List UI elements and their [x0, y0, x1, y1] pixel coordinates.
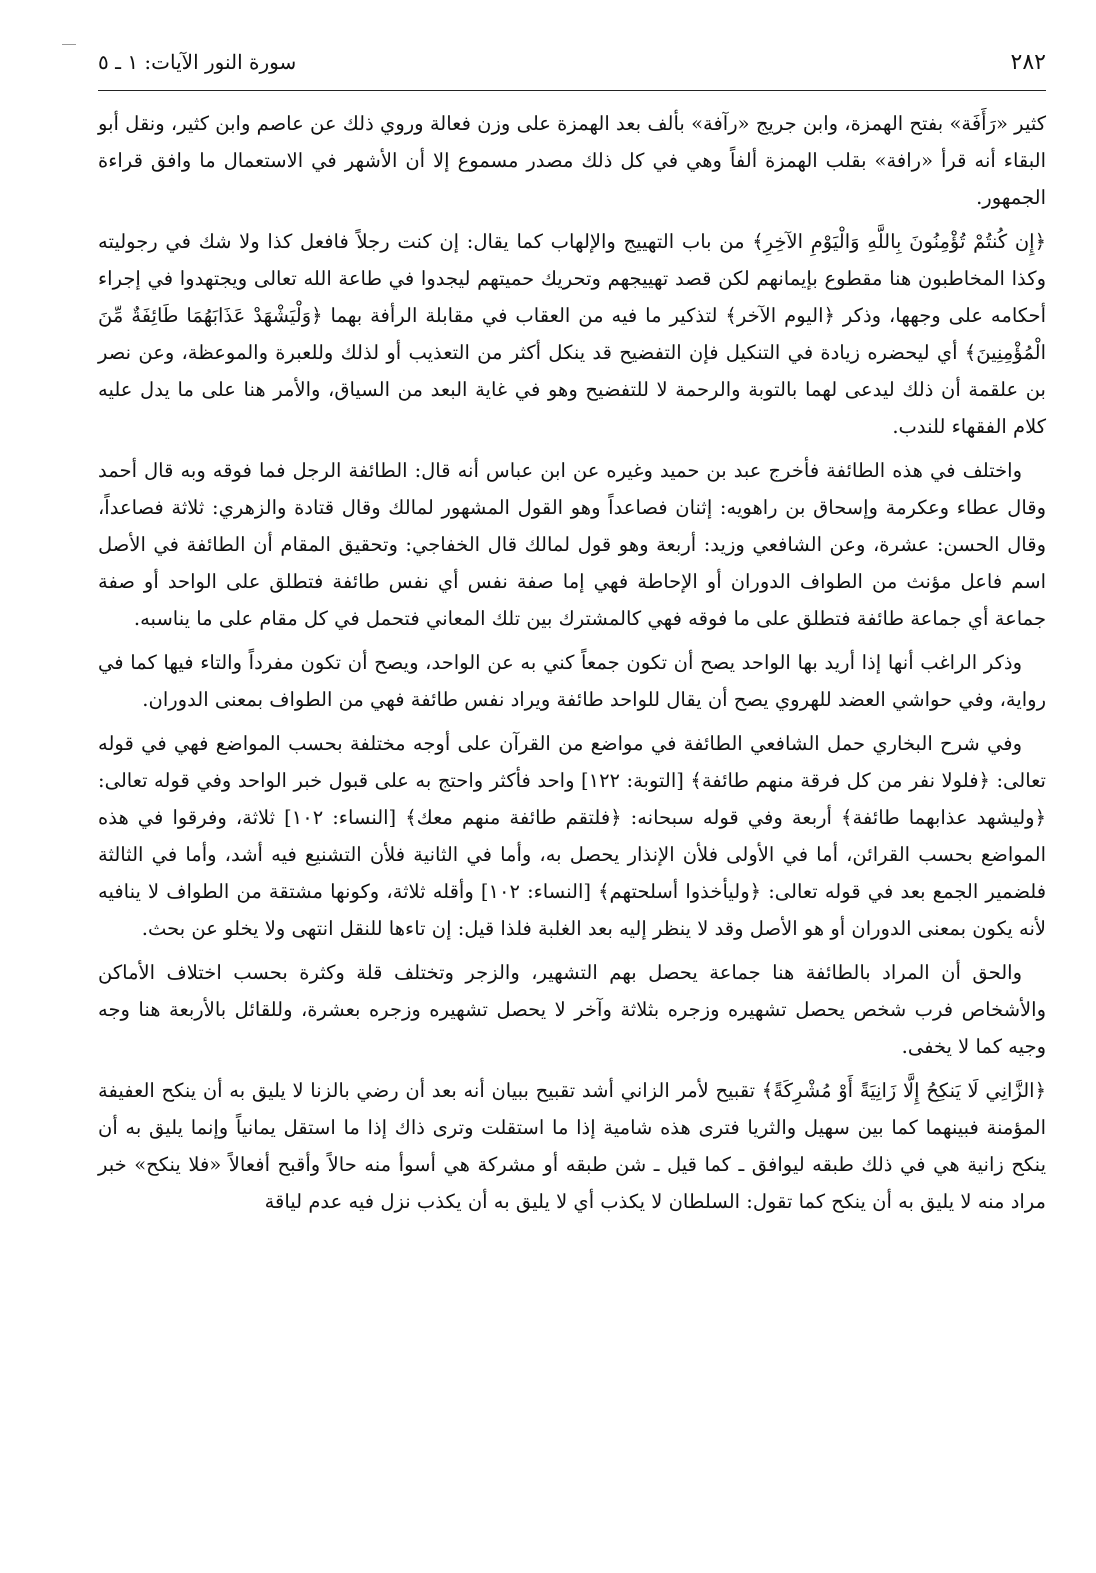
running-title: سورة النور الآيات: ١ ـ ٥	[98, 50, 297, 74]
paragraph-belief-in-allah: ﴿إِن كُنتُمْ تُؤْمِنُونَ بِاللَّهِ وَالْيَوْمِ الآخِرِ﴾ من باب التهييج والإلهاب كما يقال: إن كنت رجلاً فافعل كذا ولا شك في رجوليته وكذا المخاطبون هنا مقطوع بإيمانهم لكن قصد تهييجهم وتحريك حميتهم ليجدوا في طاعة الله تعالى ويجتهدوا في إجراء أحكامه على وجهها، وذكر ﴿اليوم الآخر﴾ لتذكير ما فيه من العقاب في مقابلة الرأفة بهما ﴿وَلْيَشْهَدْ عَذَابَهُمَا طَائِفَةٌ مِّنَ الْمُؤْمِنِينَ﴾ أي ليحضره زيادة في التنكيل فإن التفضيح قد ينكل أكثر من التعذيب أو لذلك وللعبرة والموعظة، وعن نصر بن علقمة أن ذلك ليدعى لهما بالتوبة والرحمة لا للتفضيح وهو في غاية البعد من السياق، والأمر هنا على ما يدل عليه كلام الفقهاء للندب.	[98, 230, 1046, 438]
paragraph-zani-verse: ﴿الزَّانِي لَا يَنكِحُ إِلَّا زَانِيَةً أَوْ مُشْرِكَةً﴾ تقبيح لأمر الزاني أشد تقبيح ببيان أنه بعد أن رضي بالزنا لا يليق به أن ينكح العفيفة المؤمنة فبينهما كما بين سهيل والثريا فترى هذه شامية إذا ما استقلت وترى ذاك إذا ما استقل يمانياً وإنما يليق به أن ينكح زانية هي في ذلك طبقه ليوافق ـ كما قيل ـ شن طبقه أو مشركة هي أسوأ منه حالاً وأقبح أفعالاً «فلا ينكح» خبر مراد منه لا يليق به أن ينكح كما تقول: السلطان لا يكذب أي لا يليق به أن يكذب نزل فيه عدم لياقة	[98, 1079, 1046, 1213]
page-body	[98, 105, 1046, 1220]
page-header	[98, 50, 1046, 91]
paragraph-taifa-opinions: واختلف في هذه الطائفة فأخرج عبد بن حميد وغيره عن ابن عباس أنه قال: الطائفة الرجل فما فوقه وبه قال أحمد وقال عطاء وعكرمة وإسحاق بن راهويه: إثنان فصاعداً وهو القول المشهور لمالك وقال قتادة والزهري: ثلاثة فصاعداً، وقال الحسن: عشرة، وعن الشافعي وزيد: أربعة وهو قول لمالك قال الخفاجي: وتحقيق المقام أن الطائفة في الأصل اسم فاعل مؤنث من الطواف الدوران أو الإحاطة فهي إما صفة نفس أي نفس طائفة فتطلق على الواحد أو صفة جماعة أي جماعة طائفة فتطلق على ما فوقه فهي كالمشترك بين تلك المعاني فتحمل في كل مقام على ما يناسبه.	[98, 459, 1046, 630]
paragraph-reading-variants: كثير «رَأَفَة» بفتح الهمزة، وابن جريج «رآفة» بألف بعد الهمزة على وزن فعالة وروي ذلك عن عاصم وابن كثير، ونقل أبو البقاء أنه قرأ «رافة» بقلب الهمزة ألفاً وهي في كل ذلك مصدر مسموع إلا أن الأشهر في الاستعمال ما وافق قراءة الجمهور.	[98, 112, 1046, 209]
book-page	[98, 50, 1046, 1227]
page-number: ٢٨٢	[1010, 50, 1046, 75]
paragraph-bukhari-commentary: وفي شرح البخاري حمل الشافعي الطائفة في مواضع من القرآن على أوجه مختلفة بحسب المواضع فهي في قوله تعالى: ﴿فلولا نفر من كل فرقة منهم طائفة﴾ [التوبة: ١٢٢] واحد فأكثر واحتج به على قبول خبر الواحد وفي قوله تعالى: ﴿وليشهد عذابهما طائفة﴾ أربعة وفي قوله سبحانه: ﴿فلتقم طائفة منهم معك﴾ [النساء: ١٠٢] ثلاثة، وفرقوا في هذه المواضع بحسب القرائن، أما في الأولى فلأن الإنذار يحصل به، وأما في الثانية فلأن التشنيع فيه أشد، وأما في الثالثة فلضمير الجمع بعد في قوله تعالى: ﴿وليأخذوا أسلحتهم﴾ [النساء: ١٠٢] وأقله ثلاثة، وكونها مشتقة من الطواف لا ينافيه لأنه يكون بمعنى الدوران أو هو الأصل وقد لا ينظر إليه بعد الغلبة فلذا قيل: إن تاءها للنقل انتهى ولا يخلو عن بحث.	[98, 732, 1047, 940]
scan-corner-mark	[62, 44, 76, 45]
paragraph-raghib: وذكر الراغب أنها إذا أريد بها الواحد يصح أن تكون جمعاً كني به عن الواحد، ويصح أن تكون مفرداً والتاء فيها كما في رواية، وفي حواشي العضد للهروي يصح أن يقال للواحد طائفة ويراد نفس طائفة فهي من الطواف بمعنى الدوران.	[98, 651, 1046, 711]
paragraph-conclusion: والحق أن المراد بالطائفة هنا جماعة يحصل بهم التشهير، والزجر وتختلف قلة وكثرة بحسب اختلاف الأماكن والأشخاص فرب شخص يحصل تشهيره وزجره بثلاثة وآخر لا يحصل تشهيره وزجره بعشرة، وللقائل بالأربعة هنا وجه وجيه كما لا يخفى.	[98, 961, 1046, 1058]
